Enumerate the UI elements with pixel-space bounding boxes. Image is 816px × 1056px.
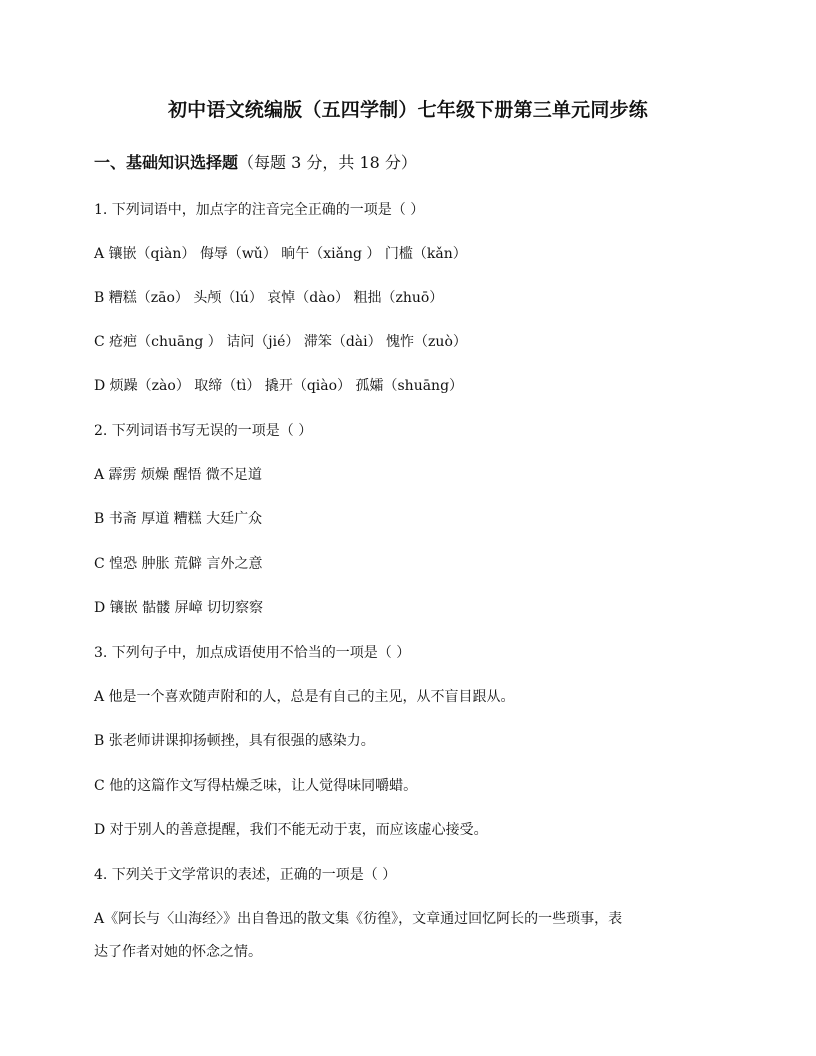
question-2-option-d: D 镶嵌 骷髅 屏嶂 切切察察 xyxy=(94,600,264,616)
question-1-option-d: D 烦躁（zào） 取缔（tì） 撬开（qiào） 孤孀（shuāng） xyxy=(94,378,464,394)
question-2-stem: 2. 下列词语书写无误的一项是（ ） xyxy=(94,423,313,439)
question-1-option-a: A 镶嵌（qiàn） 侮辱（wǔ） 晌午（xiǎng ） 门槛（kǎn） xyxy=(94,246,467,262)
question-2-option-b: B 书斋 厚道 糟糕 大廷广众 xyxy=(94,511,263,527)
question-2-option-a: A 霹雳 烦燥 醒悟 微不足道 xyxy=(94,467,262,483)
section-heading xyxy=(94,150,417,173)
question-3-option-b: B 张老师讲课抑扬顿挫，具有很强的感染力。 xyxy=(94,733,375,749)
question-3-option-d: D 对于别人的善意提醒，我们不能无动于衷，而应该虚心接受。 xyxy=(94,822,488,838)
question-3-stem: 3. 下列句子中，加点成语使用不恰当的一项是（ ） xyxy=(94,645,411,661)
question-1-option-c: C 疮疤（chuāng ） 诘问（jié） 滞笨（dài） 愧怍（zuò） xyxy=(94,334,467,350)
question-2-option-c: C 惶恐 肿胀 荒僻 言外之意 xyxy=(94,556,263,572)
section-heading-note: （每题 3 分，共 18 分） xyxy=(238,153,417,172)
question-4-stem: 4. 下列关于文学常识的表述，正确的一项是（ ） xyxy=(94,867,397,883)
question-4-option-a-line-1: A《阿长与〈山海经〉》出自鲁迅的散文集《彷徨》，文章通过回忆阿长的一些琐事，表 xyxy=(94,911,623,927)
document-title: 初中语文统编版（五四学制）七年级下册第三单元同步练 xyxy=(167,99,648,121)
question-1-option-b: B 糟糕（zāo） 头颅（lú） 哀悼（dào） 粗拙（zhuō） xyxy=(94,290,444,306)
question-4-option-a-line-2: 达了作者对她的怀念之情。 xyxy=(94,944,262,960)
question-3-option-a: A 他是一个喜欢随声附和的人，总是有自己的主见，从不盲目跟从。 xyxy=(94,689,515,705)
question-1-stem: 1. 下列词语中，加点字的注音完全正确的一项是（ ） xyxy=(94,202,425,218)
question-3-option-c: C 他的这篇作文写得枯燥乏味，让人觉得味同嚼蜡。 xyxy=(94,778,418,794)
section-heading-label: 一、基础知识选择题 xyxy=(94,153,239,172)
